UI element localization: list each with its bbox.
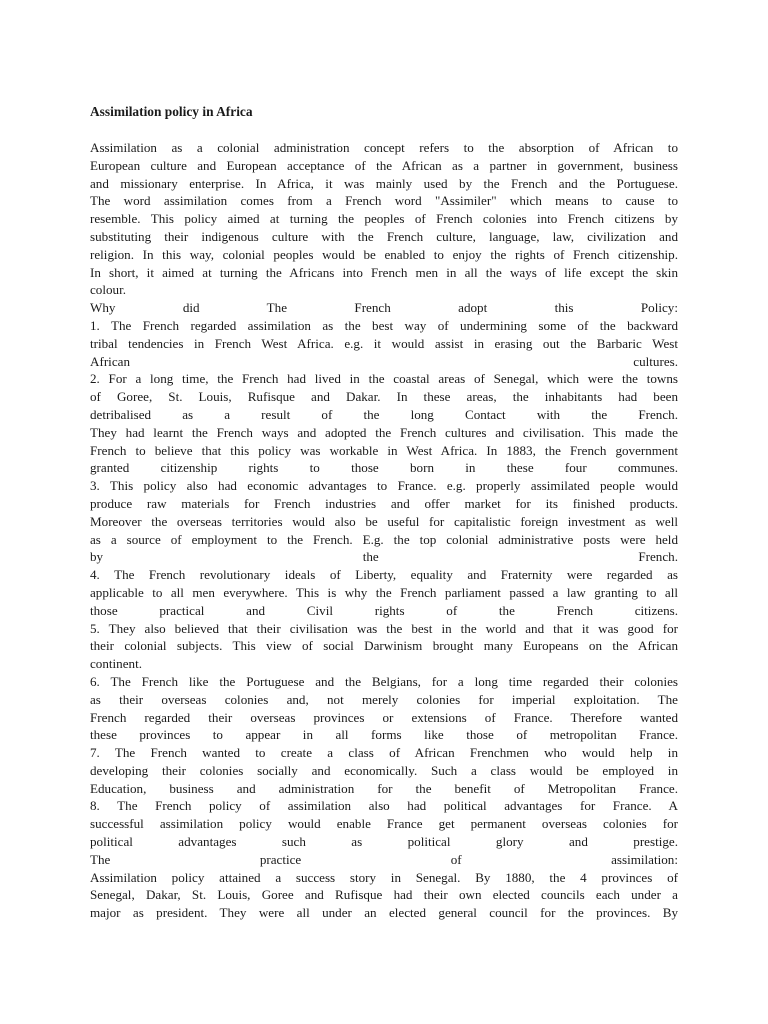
text-line: detribalised as a result of the long Contact with the French. [90, 406, 678, 422]
text-line: Why did The French adopt this Policy: [90, 300, 678, 316]
text-line: resemble. This policy aimed at turning the peoples of French colonies into French citizens by [90, 211, 678, 227]
text-line: 6. The French like the Portuguese and the Belgians, for a long time regarded their colonies [90, 673, 678, 689]
text-line: these provinces to appear in all forms like those of metropolitan France. [90, 727, 678, 743]
text-line: 5. They also believed that their civilisation was the best in the world and that it was good for [90, 620, 678, 636]
text-line: 1. The French regarded assimilation as the best way of undermining some of the backward [90, 317, 678, 333]
text-line: French to believe that this policy was workable in West Africa. In 1883, the French government [90, 442, 678, 458]
text-line: and missionary enterprise. In Africa, it was mainly used by the French and the Portuguese. [90, 175, 678, 191]
text-line: substituting their indigenous culture with the French culture, language, law, civilization and [90, 228, 678, 244]
text-line: as their overseas colonies and, not merely colonies for imperial exploitation. The [90, 691, 678, 707]
text-line: successful assimilation policy would enable France get permanent overseas colonies for [90, 816, 678, 832]
text-line: religion. In this way, colonial peoples would be enabled to enjoy the rights of French citizenship. [90, 246, 678, 262]
text-line: colour. [90, 282, 127, 298]
document-body [90, 139, 678, 922]
text-line: Education, business and administration for the benefit of Metropolitan France. [90, 780, 678, 796]
text-line: European culture and European acceptance of the African as a partner in government, business [90, 157, 678, 173]
text-line: major as president. They were all under an elected general council for the provinces. By [90, 905, 678, 921]
text-line: African cultures. [90, 353, 678, 369]
text-line: developing their colonies socially and economically. Such a class would be employed in [90, 762, 678, 778]
text-line: The word assimilation comes from a French word "Assimiler" which means to cause to [90, 193, 678, 209]
text-line: of Goree, St. Louis, Rufisque and Dakar. In these areas, the inhabitants had been [90, 389, 678, 405]
text-line: Assimilation policy attained a success story in Senegal. By 1880, the 4 provinces of [90, 869, 678, 885]
text-line: applicable to all men everywhere. This is why the French parliament passed a law granting to all [90, 584, 678, 600]
text-line: granted citizenship rights to those born in these four communes. [90, 460, 678, 476]
text-line: In short, it aimed at turning the Africans into French men in all the ways of life except the skin [90, 264, 678, 280]
text-line: 2. For a long time, the French had lived in the coastal areas of Senegal, which were the towns [90, 371, 678, 387]
text-line: as a source of employment to the French. E.g. the top colonial administrative posts were held [90, 531, 678, 547]
text-line: tribal tendencies in French West Africa. e.g. it would assist in erasing out the Barbaric West [90, 335, 678, 351]
text-line: 8. The French policy of assimilation also had political advantages for France. A [90, 798, 678, 814]
text-line: Moreover the overseas territories would also be useful for capitalistic foreign investment as well [90, 513, 678, 529]
text-line: their colonial subjects. This view of social Darwinism brought many Europeans on the African [90, 638, 678, 654]
text-line: by the French. [90, 549, 678, 565]
text-line: continent. [90, 656, 142, 672]
text-line: 3. This policy also had economic advantages to France. e.g. properly assimilated people would [90, 478, 678, 494]
text-line: The practice of assimilation: [90, 851, 678, 867]
text-line: French regarded their overseas provinces or extensions of France. Therefore wanted [90, 709, 678, 725]
text-line: 7. The French wanted to create a class of African Frenchmen who would help in [90, 745, 678, 761]
text-line: produce raw materials for French industries and offer market for its finished products. [90, 495, 678, 511]
text-line: those practical and Civil rights of the French citizens. [90, 602, 678, 618]
document-title: Assimilation policy in Africa [90, 104, 253, 119]
text-line: political advantages such as political glory and prestige. [90, 834, 678, 850]
text-line: Assimilation as a colonial administration concept refers to the absorption of African to [90, 140, 678, 155]
text-line: 4. The French revolutionary ideals of Liberty, equality and Fraternity were regarded as [90, 567, 678, 583]
text-line: They had learnt the French ways and adopted the French cultures and civilisation. This made the [90, 424, 678, 440]
text-line: Senegal, Dakar, St. Louis, Goree and Rufisque had their own elected councils each under a [90, 887, 678, 903]
